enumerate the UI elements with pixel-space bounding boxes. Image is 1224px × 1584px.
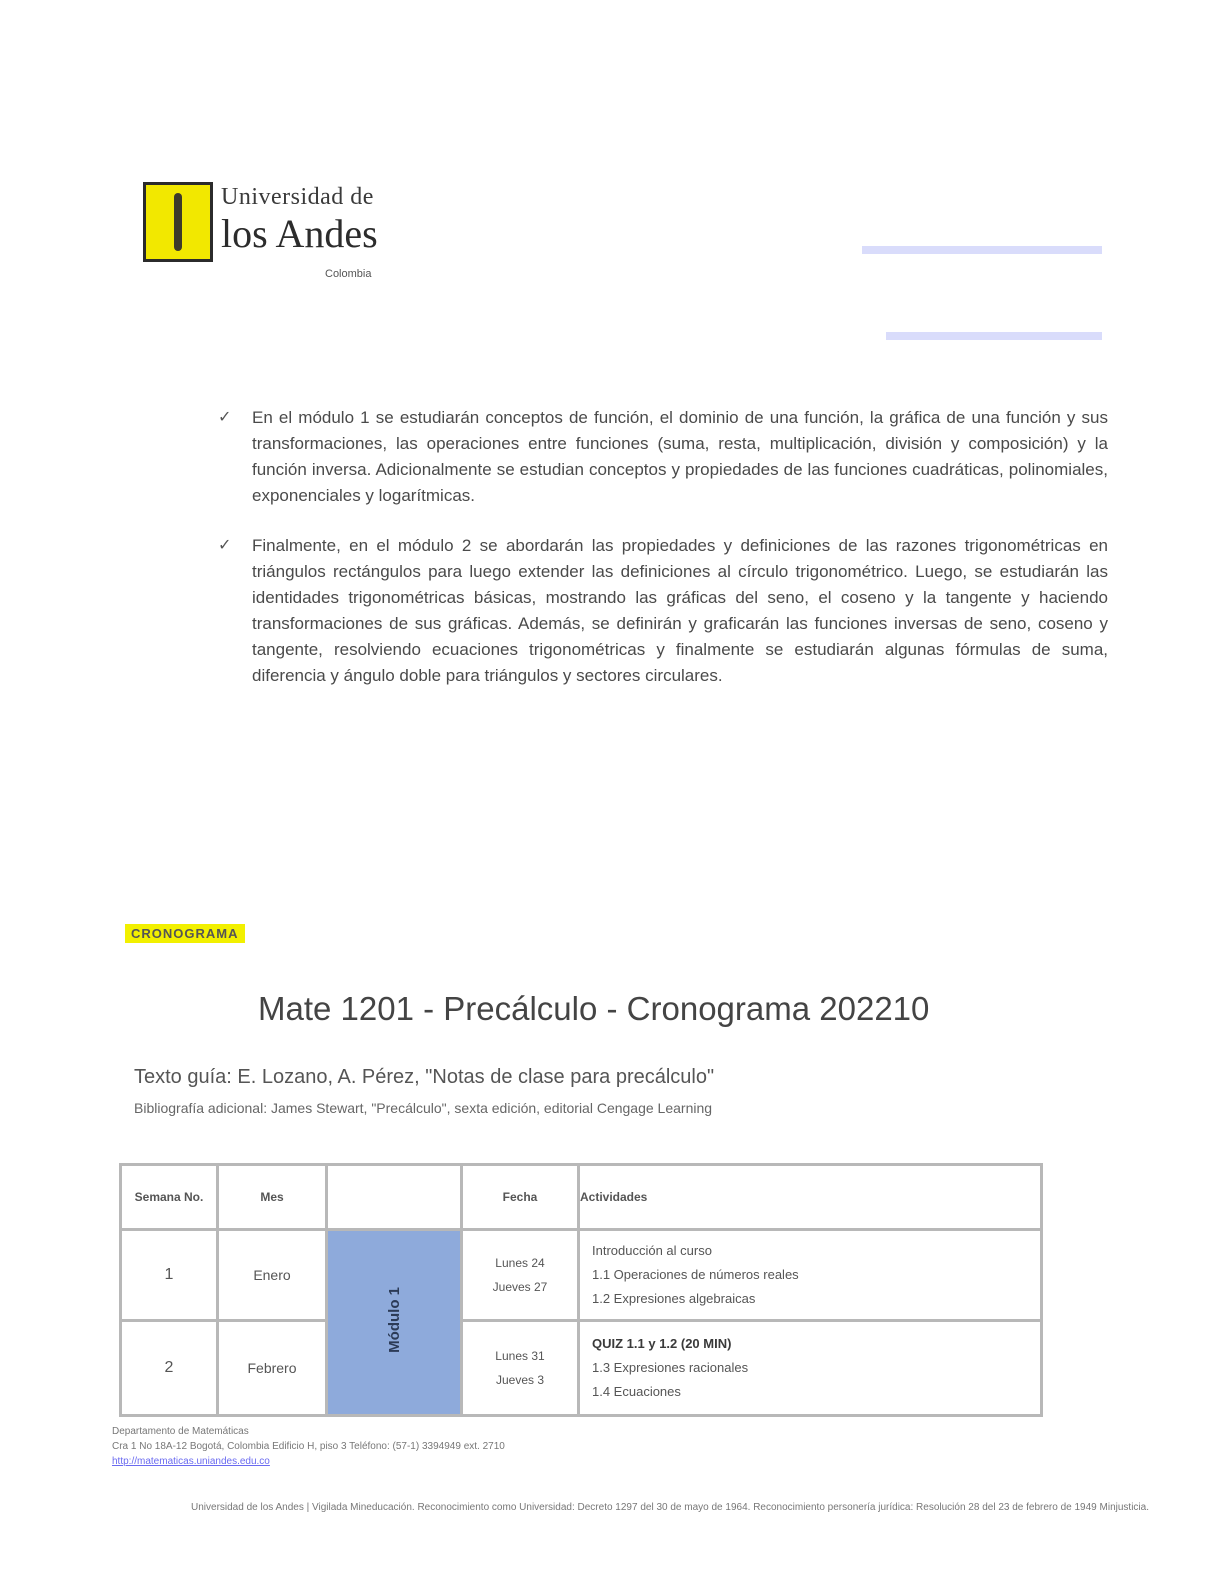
footer-legal: Universidad de los Andes | Vigilada Mineducación. Reconocimiento como Universidad: Decreto 1297 del 30 de mayo de 1964. Reconocimiento personería jurídica: Resolución 28 del 23 de febrero de 1949 Minjusticia. xyxy=(191,1502,1149,1513)
header-mes: Mes xyxy=(218,1165,327,1230)
date-line: Jueves 27 xyxy=(492,1280,548,1294)
table-row xyxy=(121,1230,1042,1321)
footer-website-link[interactable]: http://matematicas.uniandes.edu.co xyxy=(112,1456,270,1467)
activity-line: Introducción al curso xyxy=(592,1243,712,1258)
header-actividades: Actividades xyxy=(579,1165,1042,1230)
module-description-list xyxy=(218,405,1108,713)
header-link-line xyxy=(862,246,1102,254)
quiz-line: QUIZ 1.1 y 1.2 (20 MIN) xyxy=(592,1336,732,1351)
month: Enero xyxy=(218,1230,327,1321)
module-1-description: En el módulo 1 se estudiarán conceptos de función, el dominio de una función, la gráfica de una función y sus transformaciones, las operaciones entre funciones (suma, resta, multiplicación, división y composición) y la función inversa. Adicionalmente se estudian conceptos y propiedades de las funciones cuadráticas, polinomiales, exponenciales y logarítmicas. xyxy=(252,408,1108,505)
module-2-description: Finalmente, en el módulo 2 se abordarán las propiedades y definiciones de las razones trigonométricas en triángulos rectángulos para luego extender las definiciones al círculo trigonométrico. Luego, se estudiarán las identidades trigonométricas básicas, mostrando las gráficas del seno, el coseno y la tangente y haciendo transformaciones de sus gráficas. Además, se definirán y graficarán las funciones inversas de seno, coseno y tangente, resolviendo ecuaciones trigonométricas y finalmente se estudiarán algunas fórmulas de suma, diferencia y ángulo doble para triángulos y sectores circulares. xyxy=(252,536,1108,685)
textbook-reference: Texto guía: E. Lozano, A. Pérez, "Notas de clase para precálculo" xyxy=(134,1066,715,1088)
week-number: 2 xyxy=(121,1321,218,1416)
activities xyxy=(579,1321,1042,1416)
footer-address: Cra 1 No 18A-12 Bogotá, Colombia Edificio H, piso 3 Teléfono: (57-1) 3394949 ext. 2710 xyxy=(112,1441,505,1452)
header-unidad xyxy=(327,1165,462,1230)
page-title: Mate 1201 - Precálculo - Cronograma 202210 xyxy=(258,990,930,1027)
bullet-icon: ✓ xyxy=(218,409,232,426)
bullet-icon: ✓ xyxy=(218,537,232,554)
unit-cell xyxy=(327,1230,462,1416)
header-semana: Semana No. xyxy=(121,1165,218,1230)
dates xyxy=(462,1321,579,1416)
date-line: Lunes 31 xyxy=(495,1349,545,1363)
activity-line: 1.3 Expresiones racionales xyxy=(592,1360,749,1375)
university-logo xyxy=(143,182,415,286)
date-line: Lunes 24 xyxy=(495,1256,545,1270)
logo-emblem-icon xyxy=(143,182,213,262)
bibliography-reference: Bibliografía adicional: James Stewart, "Precálculo", sexta edición, editorial Cengage Learning xyxy=(134,1100,713,1116)
table-row xyxy=(121,1321,1042,1416)
header-link-line xyxy=(886,332,1102,340)
logo-text-main: los Andes xyxy=(221,211,378,256)
list-item xyxy=(218,533,1108,689)
activity-line: 1.1 Operaciones de números reales xyxy=(592,1267,799,1282)
week-number: 1 xyxy=(121,1230,218,1321)
footer-department: Departamento de Matemáticas xyxy=(112,1426,249,1437)
list-item xyxy=(218,405,1108,509)
logo-text-country: Colombia xyxy=(325,268,372,280)
logo-text-top: Universidad de xyxy=(221,184,374,210)
activity-line: 1.2 Expresiones algebraicas xyxy=(592,1291,756,1306)
month: Febrero xyxy=(218,1321,327,1416)
activities xyxy=(579,1230,1042,1321)
header-fecha: Fecha xyxy=(462,1165,579,1230)
dates xyxy=(462,1230,579,1321)
section-tag: CRONOGRAMA xyxy=(125,924,245,943)
table-header-row xyxy=(121,1165,1042,1230)
schedule-table xyxy=(119,1163,1043,1417)
unit-label: Módulo 1 xyxy=(385,1287,403,1353)
activity-line: 1.4 Ecuaciones xyxy=(592,1384,681,1399)
date-line: Jueves 3 xyxy=(495,1373,545,1387)
